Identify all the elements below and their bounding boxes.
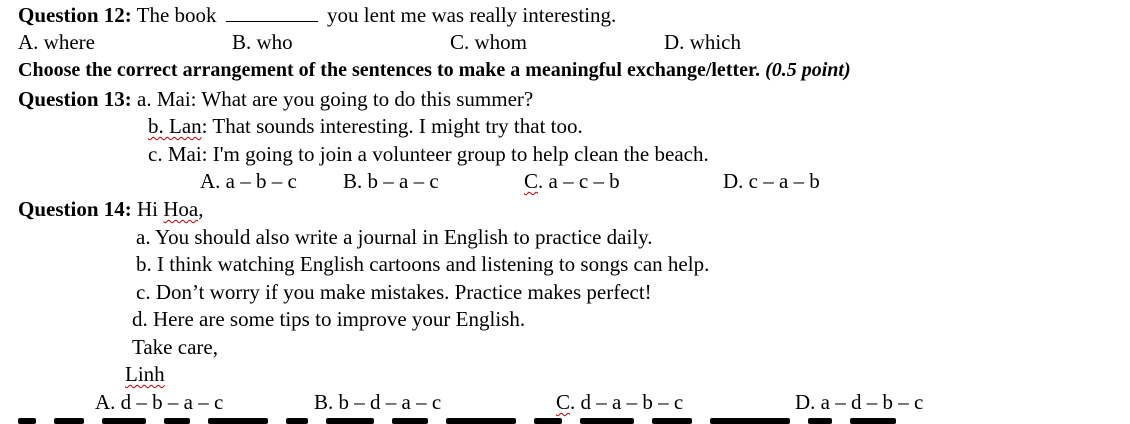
q13-option-b: B. b – a – c xyxy=(343,169,439,193)
q13-option-c xyxy=(524,168,620,194)
q13-option-d: D. c – a – b xyxy=(723,169,820,193)
q13-sentence-a: a. Mai: What are you going to do this summer? xyxy=(137,87,534,111)
q12-option-c: C. whom xyxy=(450,30,528,54)
instruction-points: (0.5 point) xyxy=(765,59,851,81)
instruction-text: Choose the correct arrangement of the sentences to make a meaningful exchange/letter. xyxy=(18,59,761,81)
q14-sentence-b: b. I think watching English cartoons and listening to songs can help. xyxy=(136,252,710,276)
q14-greeting-suffix: , xyxy=(198,197,204,221)
q12-option-d: D. which xyxy=(664,30,741,54)
q14-closing: Take care, xyxy=(132,335,218,359)
q14-option-a: A. d – b – a – c xyxy=(95,390,224,414)
q12-stem xyxy=(18,2,616,28)
q12-option-a: A. where xyxy=(18,30,95,54)
q13-sentence-b: : That sounds interesting. I might try that too. xyxy=(201,114,583,138)
q14-option-c-text: . d – a – b – c xyxy=(570,390,684,414)
q13-sentence-b-speaker: b. Lan xyxy=(148,114,202,138)
q13-line-b xyxy=(148,113,583,139)
q14-greeting-line xyxy=(18,196,204,222)
q14-sentence-a: a. You should also write a journal in English to practice daily. xyxy=(136,225,653,249)
q13-line-a xyxy=(18,86,533,112)
q14-sentence-c: c. Don’t worry if you make mistakes. Practice makes perfect! xyxy=(136,280,652,304)
cut-off-text-line xyxy=(18,410,1018,424)
q14-option-b: B. b – d – a – c xyxy=(314,390,442,414)
q14-sentence-d: d. Here are some tips to improve your English. xyxy=(132,307,526,331)
q14-label: Question 14: xyxy=(18,197,132,221)
q13-label: Question 13: xyxy=(18,87,132,111)
q14-greeting-prefix: Hi xyxy=(137,197,164,221)
q13-option-c-text: . a – c – b xyxy=(538,169,620,193)
q14-greeting-name: Hoa xyxy=(163,197,199,221)
q12-blank xyxy=(226,3,318,22)
q14-signature xyxy=(125,361,165,387)
q12-stem-before: The book xyxy=(136,3,217,27)
q12-label: Question 12: xyxy=(18,3,132,27)
q14-signature-name: Linh xyxy=(125,362,165,386)
instruction-line xyxy=(18,57,851,83)
q14-option-c-letter: C xyxy=(556,390,571,414)
q13-option-a: A. a – b – c xyxy=(200,169,297,193)
q13-option-c-letter: C xyxy=(524,169,539,193)
q13-line-c: c. Mai: I'm going to join a volunteer group to help clean the beach. xyxy=(148,142,709,166)
q12-stem-after: you lent me was really interesting. xyxy=(327,3,617,27)
q14-option-d: D. a – d – b – c xyxy=(795,390,924,414)
q12-option-b: B. who xyxy=(232,30,293,54)
